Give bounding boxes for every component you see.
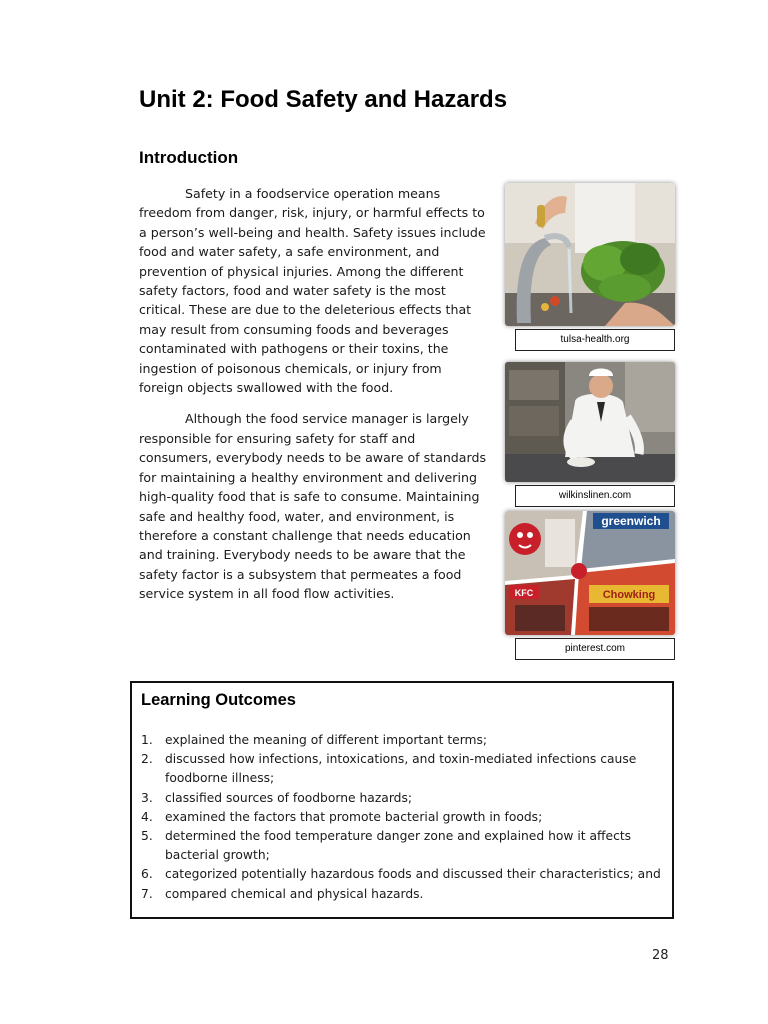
outcome-item-5 (141, 827, 666, 865)
figure-chef-cleaning (505, 362, 675, 507)
outcome-number: 7. (141, 886, 153, 901)
outcome-number: 3. (141, 790, 153, 805)
caption-tulsa-health: tulsa-health.org (515, 329, 675, 351)
outcome-item-3 (141, 789, 666, 808)
outcome-number: 5. (141, 829, 153, 844)
washing-vegetables-illustration (505, 183, 675, 326)
outcome-item-1 (141, 731, 666, 750)
introduction-heading: Introduction (139, 148, 239, 167)
learning-outcomes-box (130, 681, 674, 919)
greenwich-sign: greenwich (601, 514, 661, 528)
page-number: 28 (652, 948, 669, 963)
restaurant-collage-illustration (505, 511, 675, 635)
outcome-text: compared chemical and physical hazards. (165, 886, 424, 901)
outcome-number: 4. (141, 809, 153, 824)
figure-restaurant-collage (505, 511, 675, 660)
outcome-item-7 (141, 885, 666, 904)
outcome-item-2 (141, 750, 666, 788)
outcome-number: 1. (141, 733, 153, 747)
chef-cleaning-photo (505, 362, 675, 482)
figure-washing-vegetables (505, 183, 675, 351)
outcome-text: examined the factors that promote bacterial growth in foods; (165, 809, 543, 824)
intro-paragraph-1: Safety in a foodservice operation means freedom from danger, risk, injury, or harmful effects to a person’s well-being and health. Safety issues include food and water safety, a safe environment, and prevention of physical injuries. Among the different safety factors, food and water safety is the most critical. These are due to the deleterious effects that may result from consuming foods and beverages contaminated with pathogens or their toxins, the ingestion of poisonous chemicals, or injury from foreign objects swallowed with the food. (139, 186, 486, 396)
caption-wilkinslinen: wilkinslinen.com (515, 485, 675, 507)
introduction-text (139, 184, 489, 616)
outcome-item-4 (141, 808, 666, 827)
outcome-text: categorized potentially hazardous foods and discussed their characteristics; and (165, 867, 661, 882)
outcome-number: 2. (141, 752, 153, 767)
learning-outcomes-heading: Learning Outcomes (141, 691, 296, 709)
unit-title: Unit 2: Food Safety and Hazards (139, 86, 508, 113)
chowking-sign: Chowking (602, 589, 656, 601)
outcome-item-6 (141, 865, 666, 884)
outcome-text: classified sources of foodborne hazards; (165, 790, 413, 805)
outcome-text: explained the meaning of different important terms; (165, 733, 488, 747)
outcome-number: 6. (141, 867, 153, 882)
caption-pinterest: pinterest.com (515, 638, 675, 660)
learning-outcomes-list (141, 731, 666, 904)
outcome-text: discussed how infections, intoxications, and toxin-mediated infections cause foodborne illness; (165, 752, 637, 786)
chef-cleaning-illustration (505, 362, 675, 482)
restaurant-collage-photo (505, 511, 675, 635)
kfc-sign: KFC (514, 588, 534, 598)
outcome-text: determined the food temperature danger zone and explained how it affects bacterial growth; (165, 829, 632, 863)
intro-paragraph-2: Although the food service manager is largely responsible for ensuring safety for staff and consumers, everybody needs to be aware of standards for maintaining a healthy environment and delivering high-quality food that is safe to consume. Maintaining safe and healthy food, water, and environment, is therefore a constant challenge that needs education and training. Everybody needs to be aware that the safety factor is a subsystem that permeates a food service system in all food flow activities. (139, 411, 487, 602)
washing-vegetables-photo (505, 183, 675, 326)
